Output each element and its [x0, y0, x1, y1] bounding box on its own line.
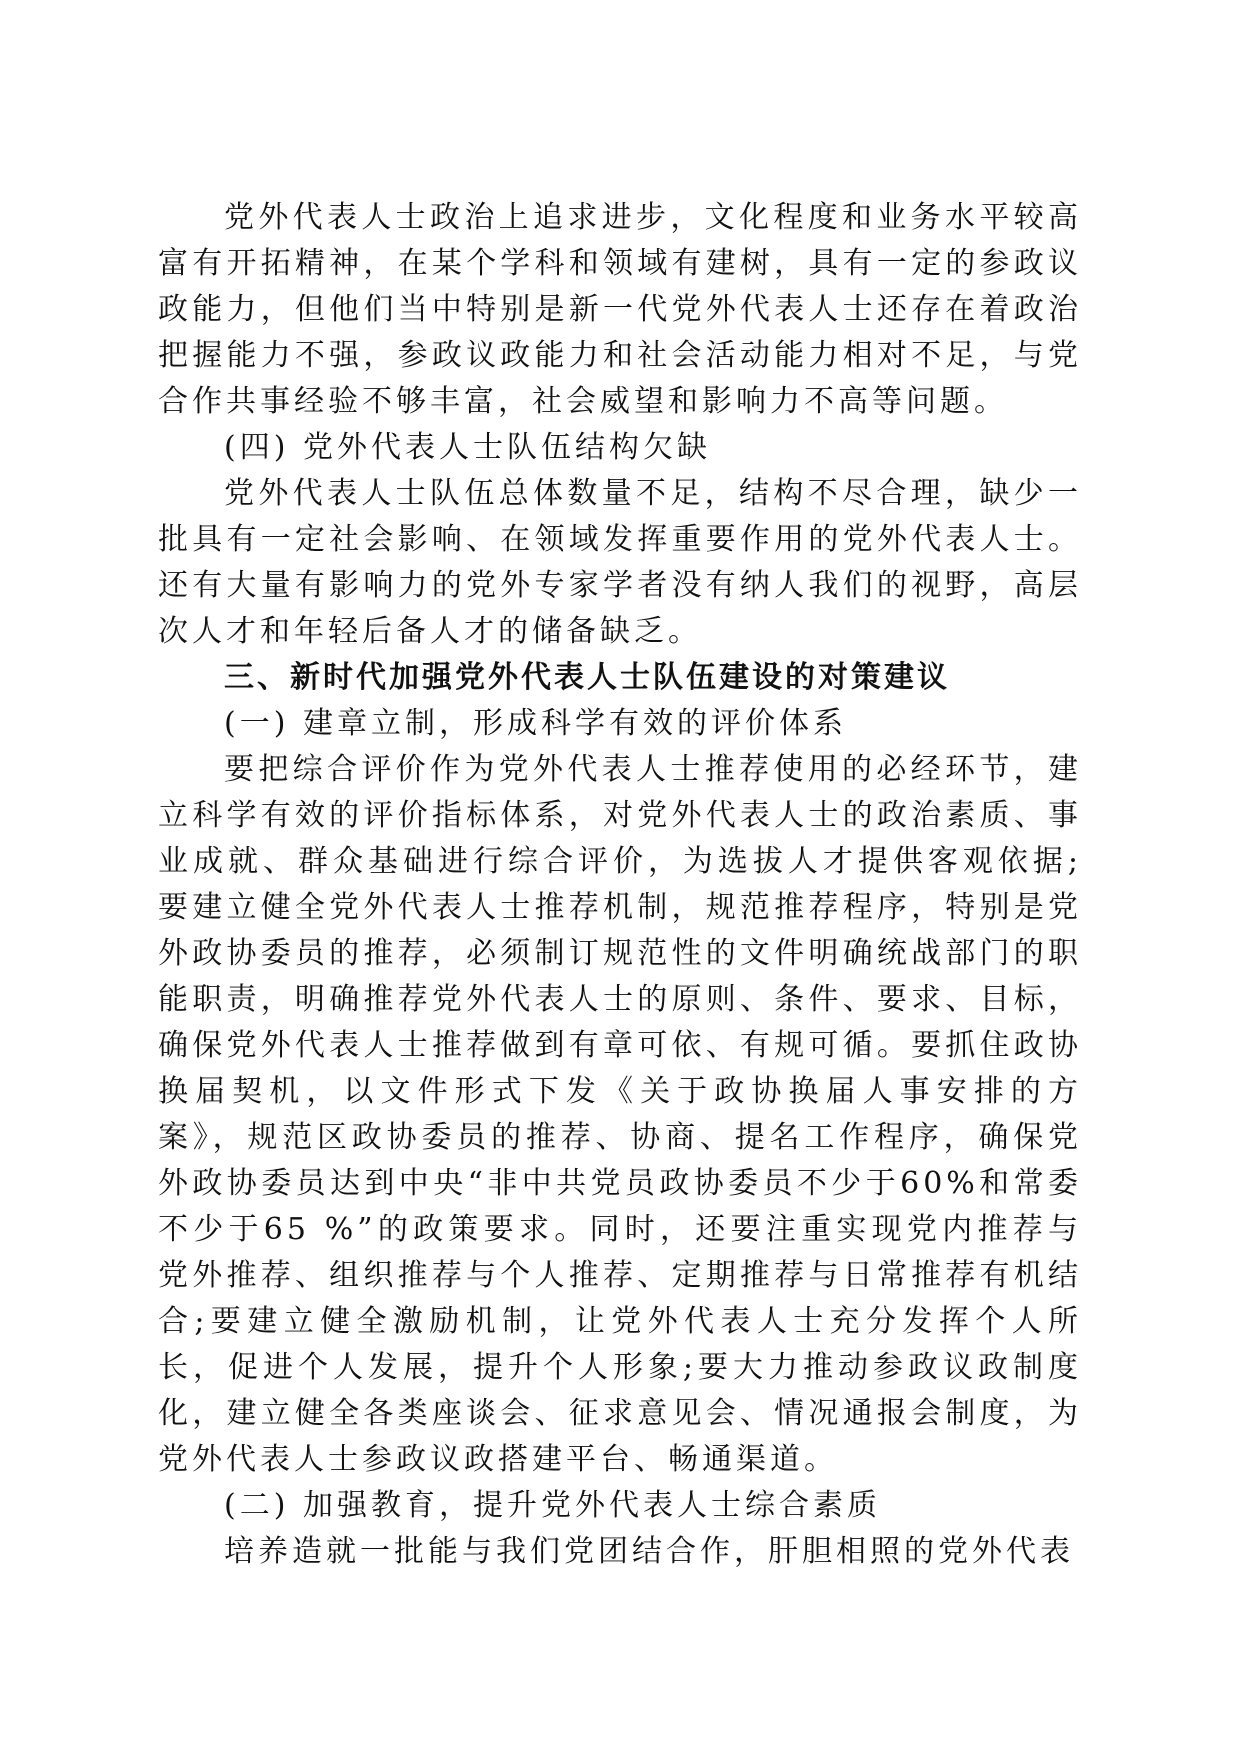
subheading-education: (二) 加强教育，提升党外代表人士综合素质 [224, 1488, 881, 1523]
paragraph-education-start: 培养造就一批能与我们党团结合作，肝胆相照的党外代表 [224, 1534, 1074, 1569]
document-body [158, 195, 1082, 1575]
subheading-structure-deficiency: (四) 党外代表人士队伍结构欠缺 [224, 430, 711, 465]
subheading-evaluation-system: (一) 建章立制，形成科学有效的评价体系 [224, 706, 847, 741]
paragraph-political-ability: 党外代表人士政治上追求进步，文化程度和业务水平较高富有开拓精神，在某个学科和领域有建树，具有一定的参政议政能力，但他们当中特别是新一代党外代表人士还存在着政治把握能力不强，参政议政能力和社会活动能力相对不足，与党合作共事经验不够丰富，社会威望和影响力不高等问题。 [158, 200, 1082, 419]
paragraph-evaluation-details: 要把综合评价作为党外代表人士推荐使用的必经环节，建立科学有效的评价指标体系，对党外代表人士的政治素质、事业成就、群众基础进行综合评价，为选拔人才提供客观依据;要建立健全党外代表人士推荐机制，规范推荐程序，特别是党外政协委员的推荐，必须制订规范性的文件明确统战部门的职能职责，明确推荐党外代表人士的原则、条件、要求、目标，确保党外代表人士推荐做到有章可依、有规可循。要抓住政协换届契机，以文件形式下发《关于政协换届人事安排的方案》，规范区政协委员的推荐、协商、提名工作程序，确保党外政协委员达到中央“非中共党员政协委员不少于60%和常委不少于65 %”的政策要求。同时，还要注重实现党内推荐与党外推荐、组织推荐与个人推荐、定期推荐与日常推荐有机结合;要建立健全激励机制，让党外代表人士充分发挥个人所长，促进个人发展，提升个人形象;要大力推动参政议政制度化，建立健全各类座谈会、征求意见会、情况通报会制度，为党外代表人士参政议政搭建平台、畅通渠道。 [158, 752, 1082, 1477]
paragraph-team-structure: 党外代表人士队伍总体数量不足，结构不尽合理，缺少一批具有一定社会影响、在领域发挥重要作用的党外代表人士。还有大量有影响力的党外专家学者没有纳人我们的视野，高层次人才和年轻后备人才的储备缺乏。 [158, 476, 1082, 649]
section-heading-countermeasures: 三、新时代加强党外代表人士队伍建设的对策建议 [224, 660, 950, 695]
